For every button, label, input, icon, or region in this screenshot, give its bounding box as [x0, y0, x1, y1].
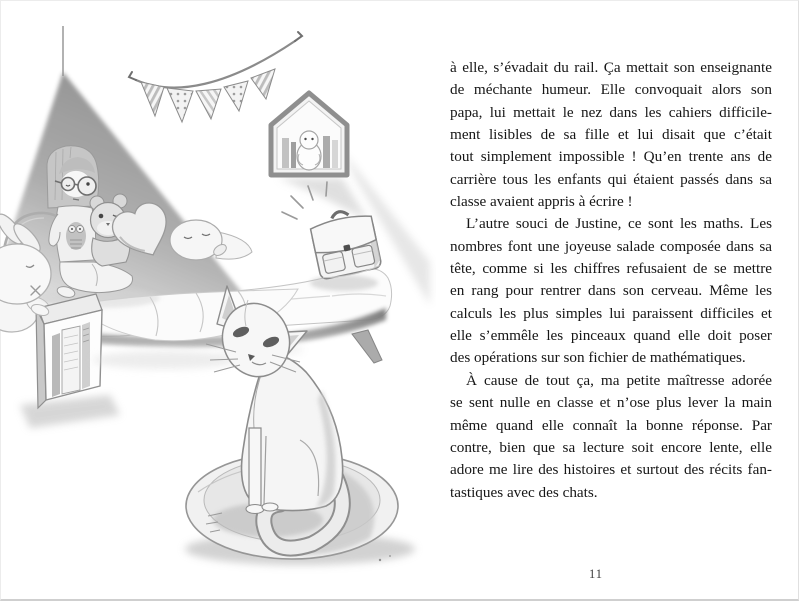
bird-figurine — [297, 131, 321, 170]
bunting-flags — [129, 32, 302, 122]
text-line: à elle, s’évadait du rail. Ça mettait son enseignante — [450, 59, 772, 76]
text-line: papa, lui mettait le nez dans les cahiers difficile- — [450, 103, 772, 121]
sleeping-plush — [170, 220, 252, 260]
text-line: des opérations sur son fichier de mathématiques. — [450, 349, 746, 367]
owl-print — [66, 222, 86, 250]
text-line: même quand elle connaît la bonne réponse. Par — [450, 416, 772, 434]
text-line: nombres font une joyeuse salade composée dans sa — [450, 237, 772, 255]
text-line: calculs les plus simples lui paraissent difficiles et — [450, 304, 772, 322]
text-line: tastiques avec des chats. — [450, 483, 598, 501]
text-line: tout simplement impossible ! Qu’en trente ans de — [450, 148, 772, 166]
text-line: de méchante humeur. Elle convoquait alors son — [450, 81, 772, 99]
text-line: carrière tous les enfants qui étaient passés dans sa — [450, 170, 772, 188]
text-line: en rang pour rentrer dans son cerveau. Même les — [450, 282, 772, 300]
text-line: contre, bien que sa lecture soit encore lente, elle — [450, 438, 772, 456]
text-line: tête, comme si les chiffres refusaient de se mettre — [450, 260, 772, 278]
page-number: 11 — [588, 567, 604, 581]
text-line: se sent nulle en classe et n’ose plus lever la main — [450, 394, 772, 412]
text-line: À cause de tout ça, ma petite maîtresse adorée — [466, 371, 772, 389]
story-text — [450, 57, 772, 504]
text-line: ment lisibles de sa fille et lui disait que c’était — [450, 126, 772, 144]
text-line: classe avaient appris à écrire ! — [450, 193, 633, 211]
text-line: L’autre souci de Justine, ce sont les maths. Les — [466, 215, 772, 233]
text-line: adore me lire des histoires et surtout des récits fan- — [450, 461, 772, 479]
bed-leg — [352, 330, 382, 363]
text-line: elle s’emmêle les pinceaux quand elle doit poser — [450, 327, 772, 345]
house-shelf — [271, 93, 368, 220]
